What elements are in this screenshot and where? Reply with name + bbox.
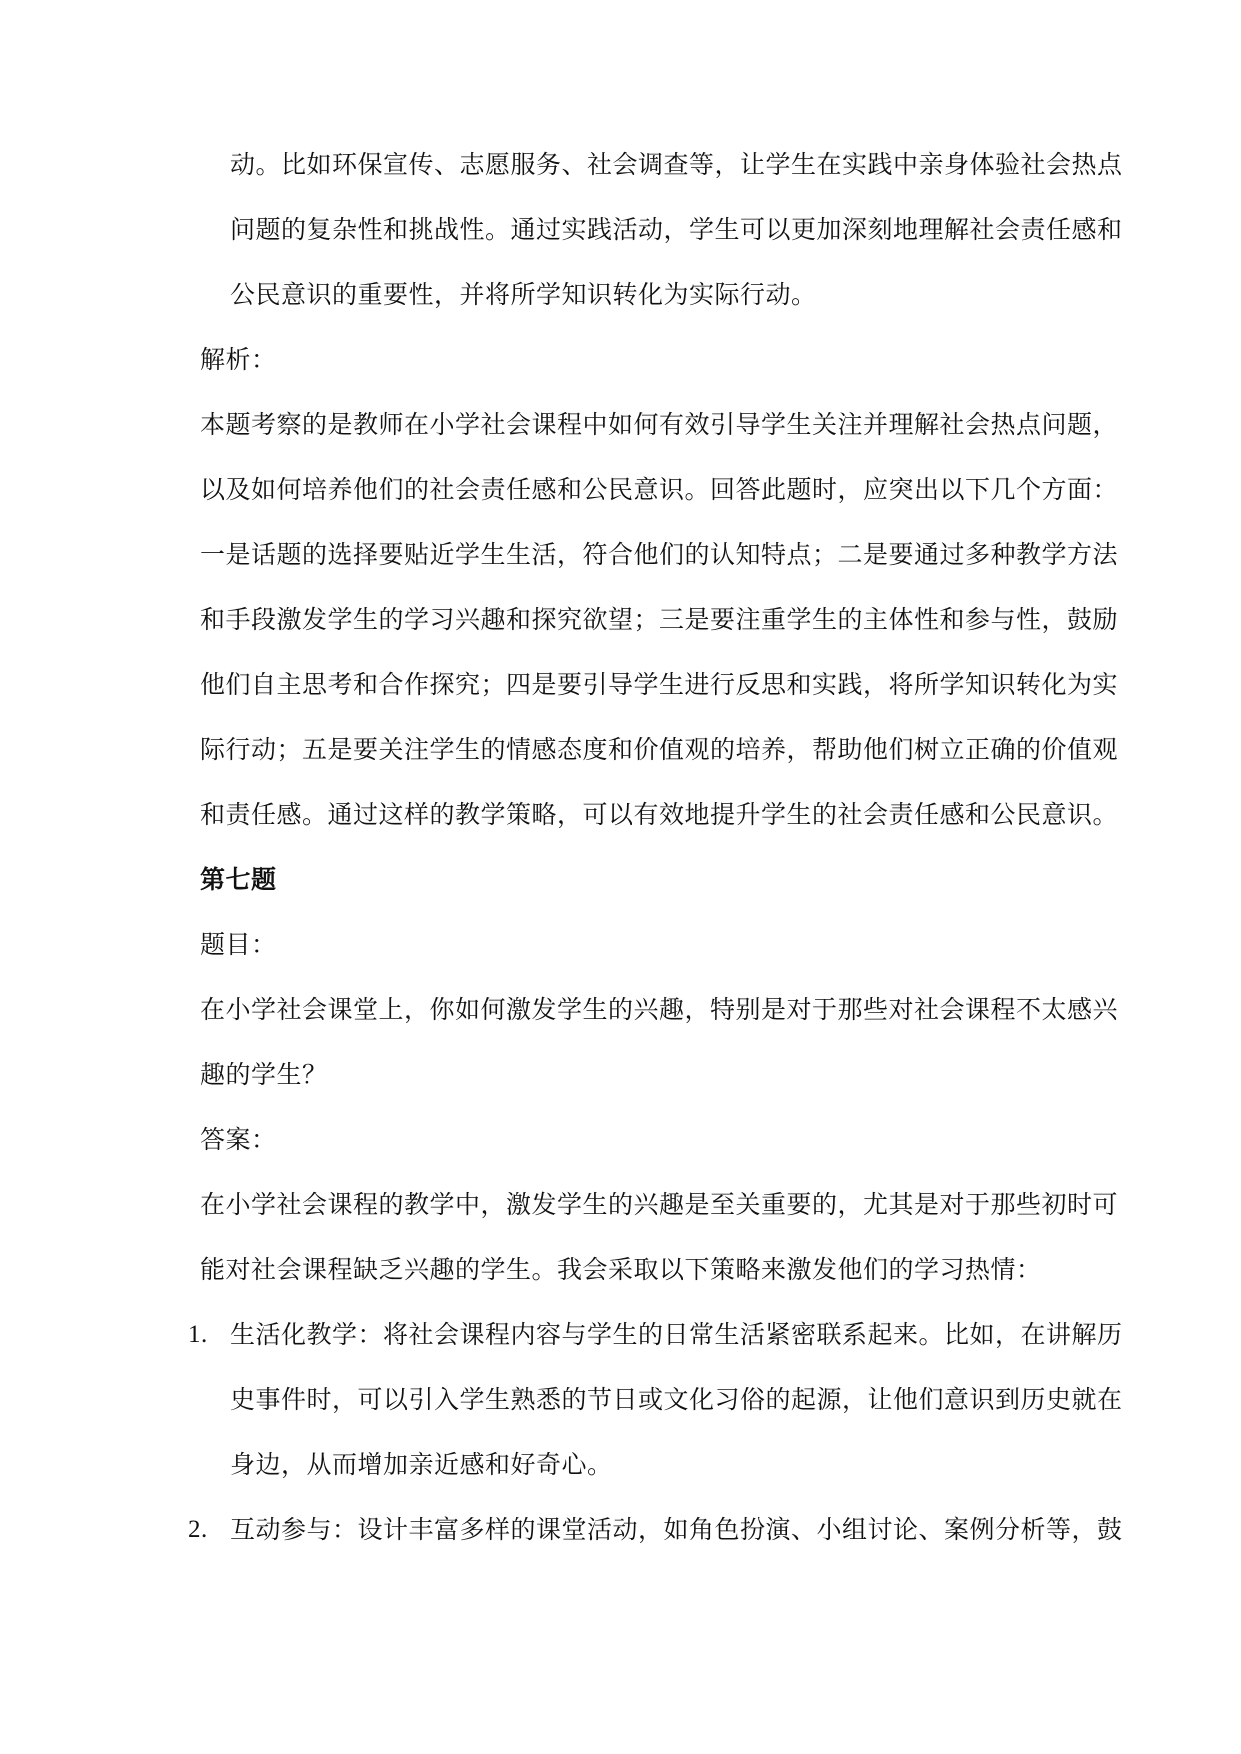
analysis-line: 和责任感。通过这样的教学策略，可以有效地提升学生的社会责任感和公民意识。 (200, 800, 1119, 829)
list-item-line: 生活化教学：将社会课程内容与学生的日常生活紧密联系起来。比如，在讲解历 (230, 1320, 1123, 1349)
continued-paragraph-line: 动。比如环保宣传、志愿服务、社会调查等，让学生在实践中亲身体验社会热点 (230, 150, 1123, 179)
analysis-label: 解析： (200, 345, 277, 374)
list-item-number: 2. (188, 1516, 208, 1543)
analysis-line: 以及如何培养他们的社会责任感和公民意识。回答此题时，应突出以下几个方面： (200, 475, 1119, 504)
answer-line: 在小学社会课程的教学中，激发学生的兴趣是至关重要的，尤其是对于那些初时可 (200, 1190, 1119, 1219)
list-item-line: 互动参与：设计丰富多样的课堂活动，如角色扮演、小组讨论、案例分析等，鼓 (230, 1515, 1123, 1544)
question-line: 在小学社会课堂上，你如何激发学生的兴趣，特别是对于那些对社会课程不太感兴 (200, 995, 1119, 1024)
analysis-line: 他们自主思考和合作探究；四是要引导学生进行反思和实践，将所学知识转化为实 (200, 670, 1119, 699)
answer-line: 能对社会课程缺乏兴趣的学生。我会采取以下策略来激发他们的学习热情： (200, 1255, 1042, 1284)
question-label: 题目： (200, 930, 277, 959)
analysis-line: 一是话题的选择要贴近学生生活，符合他们的认知特点；二是要通过多种教学方法 (200, 540, 1119, 569)
analysis-line: 和手段激发学生的学习兴趣和探究欲望；三是要注重学生的主体性和参与性，鼓励 (200, 605, 1119, 634)
analysis-line: 本题考察的是教师在小学社会课程中如何有效引导学生关注并理解社会热点问题， (200, 410, 1119, 439)
list-item-line: 身边，从而增加亲近感和好奇心。 (230, 1450, 613, 1479)
continued-paragraph-line: 问题的复杂性和挑战性。通过实践活动，学生可以更加深刻地理解社会责任感和 (230, 215, 1123, 244)
continued-paragraph-line: 公民意识的重要性，并将所学知识转化为实际行动。 (230, 280, 817, 309)
section-title: 第七题 (200, 865, 277, 894)
list-item-line: 史事件时，可以引入学生熟悉的节日或文化习俗的起源，让他们意识到历史就在 (230, 1385, 1123, 1414)
list-item-number: 1. (188, 1321, 208, 1348)
analysis-line: 际行动；五是要关注学生的情感态度和价值观的培养，帮助他们树立正确的价值观 (200, 735, 1119, 764)
question-line: 趣的学生？ (200, 1060, 328, 1089)
answer-label: 答案： (200, 1125, 277, 1154)
